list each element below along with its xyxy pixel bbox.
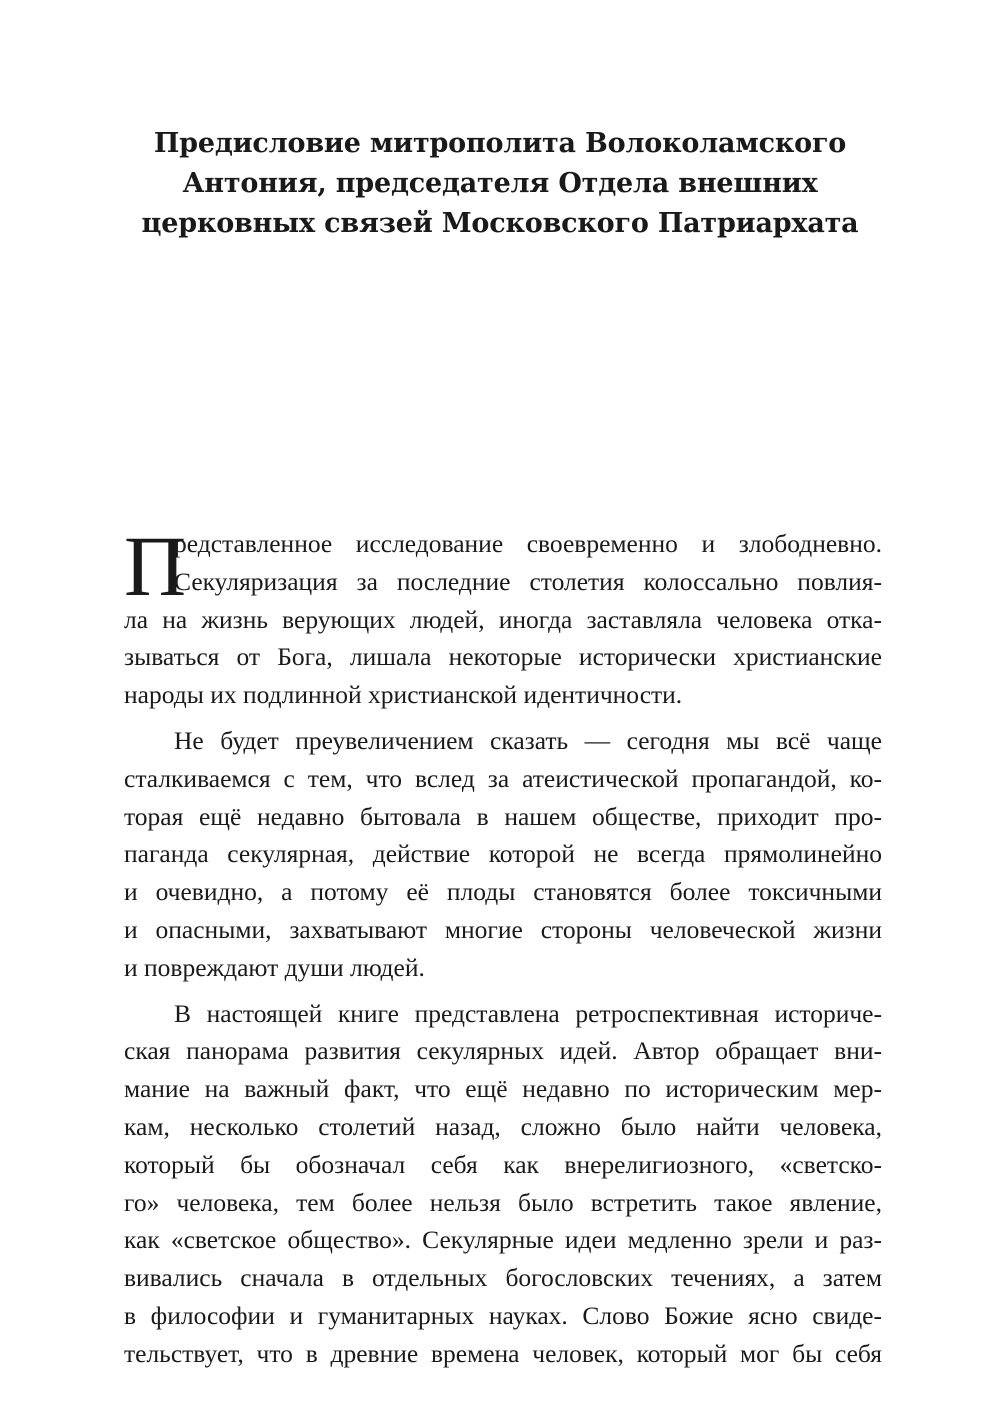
heading-line: церковных связей Московского Патриархата: [141, 208, 859, 239]
text-line: ская панорама развития секулярных идей. Автор обращает вни-: [124, 1036, 882, 1066]
text-line: народы их подлинной христианской идентичности.: [124, 680, 683, 710]
body-text: [124, 518, 882, 1373]
text-line: вивались сначала в отдельных богословских течениях, а затем: [124, 1263, 882, 1293]
text-line: и повреждают души людей.: [124, 952, 425, 982]
drop-cap: П: [124, 518, 187, 614]
text-line: и очевидно, а потому её плоды становятся более токсичными: [124, 877, 882, 907]
text-line: паганда секулярная, действие которой не всегда прямолинейно: [124, 839, 882, 869]
text-line: и опасными, захватывают многие стороны человеческой жизни: [124, 914, 882, 944]
paragraph-2: [124, 722, 882, 987]
text-line: го» человека, тем более нельзя было встретить такое явление,: [124, 1187, 882, 1217]
text-line: сталкиваемся с тем, что вслед за атеистической пропагандой, ко-: [124, 763, 882, 793]
text-line: как «светское общество». Секулярные идеи медленно зрели и раз-: [124, 1225, 882, 1255]
text-line: В настоящей книге представлена ретроспективная историче-: [174, 998, 882, 1028]
text-line: мание на важный факт, что ещё недавно по историческим мер-: [124, 1074, 882, 1104]
text-line: Секуляризация за последние столетия колоссально повлия-: [174, 566, 882, 596]
text-line: тельствует, что в древние времена человек, который мог бы себя: [124, 1338, 882, 1368]
chapter-heading: [60, 124, 940, 244]
text-line: в философии и гуманитарных науках. Слово Божие ясно свиде-: [124, 1300, 882, 1330]
text-line: который бы обозначал себя как внерелигиозного, «светско-: [124, 1149, 882, 1179]
text-line: торая ещё недавно бытовала в нашем обществе, приходит про-: [124, 801, 882, 831]
text-line: редставленное исследование своевременно и злободневно.: [174, 529, 882, 558]
text-line: ла на жизнь верующих людей, иногда заставляла человека отка-: [124, 604, 882, 634]
heading-line: Предисловие митрополита Волоколамского: [153, 128, 847, 159]
text-line: зываться от Бога, лишала некоторые исторически христианские: [124, 642, 882, 672]
text-line: кам, несколько столетий назад, сложно было найти человека,: [124, 1111, 882, 1141]
paragraph-3: [124, 995, 882, 1373]
heading-line: Антония, председателя Отдела внешних: [182, 168, 818, 199]
text-line: Не будет преувеличением сказать — сегодня мы всё чаще: [174, 725, 882, 755]
paragraph-1: [124, 518, 882, 714]
